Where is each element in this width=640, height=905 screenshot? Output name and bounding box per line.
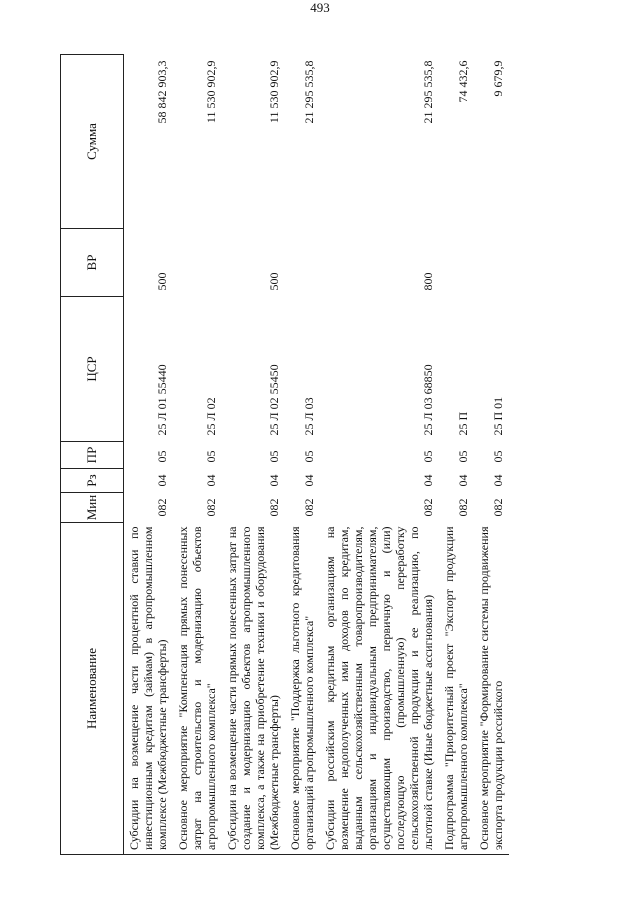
- row-min: 082: [456, 498, 470, 517]
- row-rz: 04: [491, 474, 505, 487]
- row-name: Основное мероприятие "Поддержка льготного кредитования организаций агропромышленного комплекса": [285, 523, 320, 855]
- row-min: 082: [421, 498, 435, 517]
- row-vr: 800: [421, 272, 435, 291]
- row-name: Субсидии на возмещение части прямых понесенных затрат на создание и модернизацию объектов агропромышленного комплекса, а также на приобретение техники и оборудования (Межбюджетные трансферты): [222, 523, 285, 855]
- row-name: Субсидии на возмещение части процентной ставки по инвестиционным кредитам (займам) в агропромышленном комплексе (Межбюджетные трансферты): [124, 523, 174, 855]
- row-vr: [439, 229, 474, 297]
- header-rz: Рз: [61, 469, 124, 493]
- row-sum: 74 432,6: [456, 60, 470, 103]
- row-pr: 05: [491, 450, 505, 463]
- row-sum: 11 530 902,9: [267, 60, 281, 124]
- budget-table: [60, 54, 509, 855]
- row-rz: 04: [204, 474, 218, 487]
- row-sum: 21 295 535,8: [302, 60, 316, 124]
- row-pr: 05: [456, 450, 470, 463]
- row-vr: 500: [267, 272, 281, 291]
- header-pr: ПР: [61, 442, 124, 469]
- row-vr: [474, 229, 509, 297]
- row-csr: 25 Л 03 68850: [421, 364, 435, 436]
- header-vr: ВР: [61, 229, 124, 297]
- row-min: 082: [155, 498, 169, 517]
- table-row: [222, 55, 285, 855]
- table-row: [474, 55, 509, 855]
- row-vr: [173, 229, 222, 297]
- row-name: Основное мероприятие "Формирование системы продвижения экспорта продукции российского: [474, 523, 509, 855]
- row-pr: 05: [302, 450, 316, 463]
- row-sum: 21 295 535,8: [421, 60, 435, 124]
- row-csr: 25 Л 01 55440: [155, 364, 169, 436]
- table-row: [320, 55, 439, 855]
- header-sum: Сумма: [61, 55, 124, 229]
- row-rz: 04: [421, 474, 435, 487]
- row-name: Основное мероприятие "Компенсация прямых понесенных затрат на строительство и модернизацию объектов агропромышленного комплекса": [173, 523, 222, 855]
- row-vr: [285, 229, 320, 297]
- header-min: Мин: [61, 493, 124, 523]
- header-name: Наименование: [61, 523, 124, 855]
- row-csr: 25 П 01: [491, 396, 505, 436]
- row-min: 082: [204, 498, 218, 517]
- row-csr: 25 Л 02: [204, 397, 218, 436]
- row-sum: 58 842 903,3: [155, 60, 169, 124]
- row-rz: 04: [302, 474, 316, 487]
- rotated-table-container: [60, 55, 600, 855]
- row-pr: 05: [421, 450, 435, 463]
- row-vr: 500: [155, 272, 169, 291]
- row-pr: 05: [204, 450, 218, 463]
- table-header-row: [61, 55, 124, 855]
- row-rz: 04: [267, 474, 281, 487]
- table-row: [124, 55, 174, 855]
- row-name: Субсидии российским кредитным организациям на возмещение недополученных ими доходов по кредитам, выданным сельскохозяйственным товаропроизводителям, организациям и индивидуальным предпринимателям, осуществляющим производство, первичную и (или) последующую (промышленную) переработку сельскохозяйственной продукции и ее реализацию, по льготной ставке (Иные бюджетные ассигнования): [320, 523, 439, 855]
- page-number: 493: [310, 0, 330, 15]
- row-name: Подпрограмма "Приоритетный проект "Экспорт продукции агропромышленного комплекса": [439, 523, 474, 855]
- table-row: [439, 55, 474, 855]
- row-sum: 11 530 902,9: [204, 60, 218, 124]
- table-row: [173, 55, 222, 855]
- header-csr: ЦСР: [61, 297, 124, 442]
- row-csr: 25 Л 02 55450: [267, 364, 281, 436]
- row-csr: 25 Л 03: [302, 397, 316, 436]
- row-pr: 05: [267, 450, 281, 463]
- row-min: 082: [267, 498, 281, 517]
- row-rz: 04: [456, 474, 470, 487]
- row-min: 082: [491, 498, 505, 517]
- row-rz: 04: [155, 474, 169, 487]
- row-csr: 25 П: [456, 411, 470, 436]
- row-min: 082: [302, 498, 316, 517]
- row-pr: 05: [155, 450, 169, 463]
- table-row: [285, 55, 320, 855]
- row-sum: 9 679,9: [491, 60, 505, 97]
